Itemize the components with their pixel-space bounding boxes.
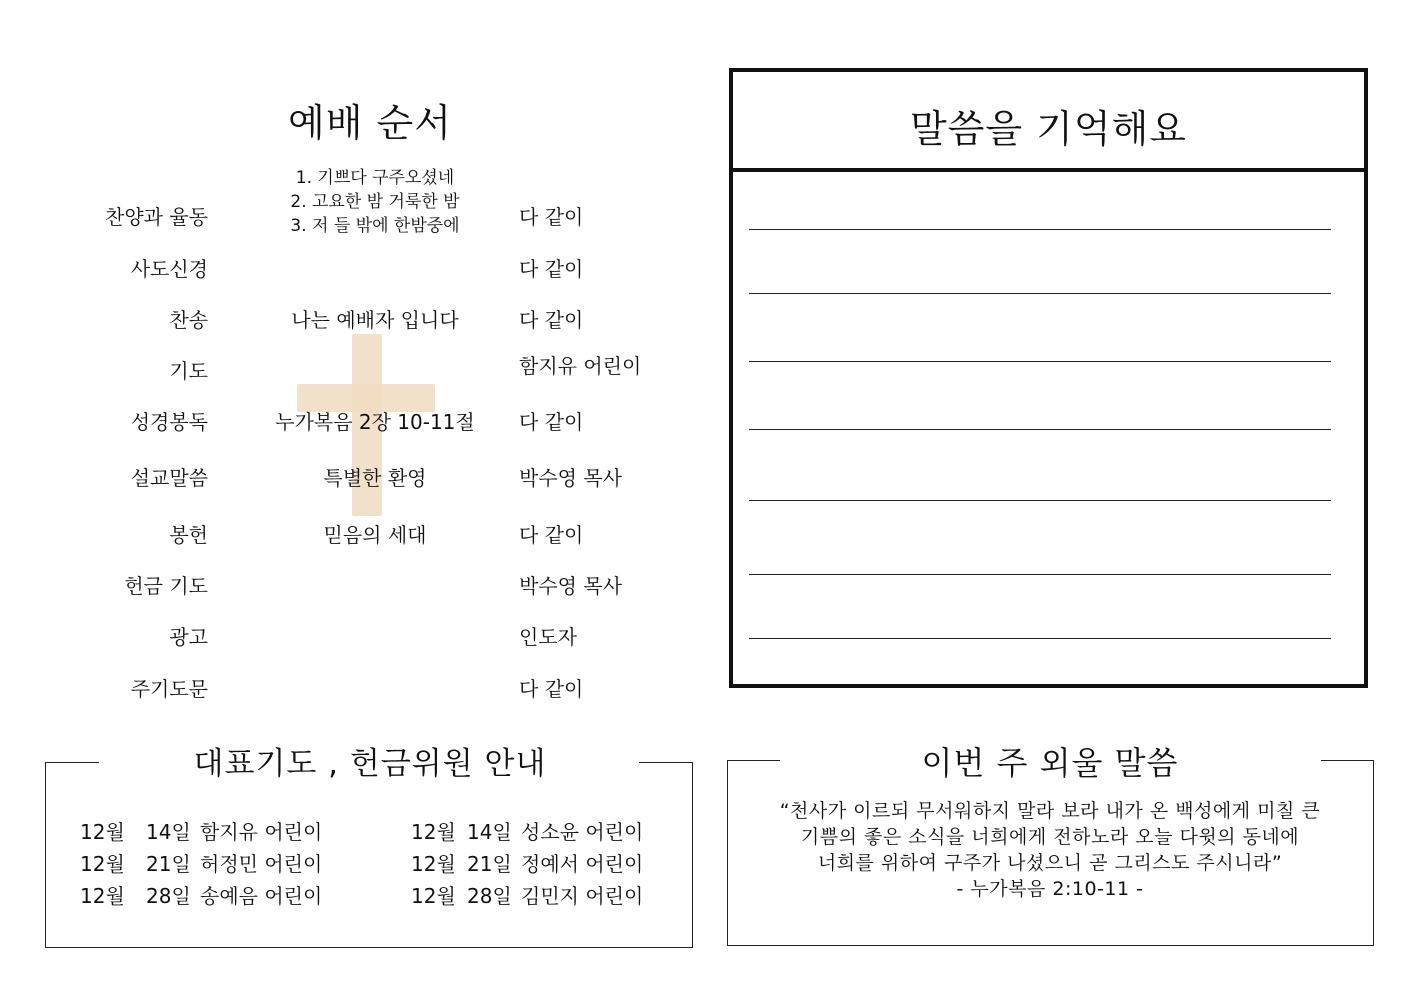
prayer-name: 성소윤 어린이: [521, 820, 644, 844]
worship-item-label: 광고: [169, 625, 208, 649]
prayer-month: 12월: [411, 820, 456, 844]
prayer-month: 12월: [411, 884, 456, 908]
prayer-day: 14일: [467, 820, 512, 844]
prayer-name: 김민지 어린이: [521, 884, 644, 908]
verse-title: 이번 주 외울 말씀: [921, 744, 1179, 782]
worship-item-label: 찬양과 율동: [105, 205, 208, 229]
worship-item-leader: 인도자: [519, 625, 577, 649]
verse-line: “천사가 이르되 무서워하지 말라 보라 내가 온 백성에게 미칠 큰: [779, 800, 1321, 822]
worship-item-label: 봉헌: [169, 523, 208, 547]
worship-item-leader: 다 같이: [519, 205, 584, 229]
memo-writing-line: [749, 574, 1331, 575]
hymn-item: 1. 기쁘다 구주오셨네: [295, 168, 455, 188]
hymn-item: 3. 저 들 밖에 한밤중에: [290, 216, 460, 236]
hymn-list: [230, 166, 520, 238]
worship-item-leader: 다 같이: [519, 523, 584, 547]
memo-writing-line: [749, 638, 1331, 639]
memo-writing-line: [749, 500, 1331, 501]
worship-item-label: 설교말씀: [130, 466, 208, 490]
memo-writing-line: [749, 229, 1331, 230]
prayer-day: 14일: [146, 820, 191, 844]
worship-item-detail: 누가복음 2장 10-11절: [275, 410, 475, 434]
prayer-day: 28일: [467, 884, 512, 908]
memo-box: [729, 68, 1368, 688]
worship-item-label: 사도신경: [130, 257, 208, 281]
worship-item-detail: 믿음의 세대: [323, 523, 427, 547]
memo-writing-line: [749, 293, 1331, 294]
prayer-name: 송예음 어린이: [200, 884, 323, 908]
worship-item-label: 찬송: [169, 308, 208, 332]
verse-text: [740, 798, 1360, 902]
memo-divider: [733, 168, 1364, 172]
memo-title: 말씀을 기억해요: [909, 107, 1188, 151]
verse-line: 너희를 위하여 구주가 나셨으니 곧 그리스도 주시니라”: [817, 852, 1283, 874]
worship-item-leader: 다 같이: [519, 410, 584, 434]
prayer-name: 함지유 어린이: [200, 820, 323, 844]
worship-item-leader: 박수영 목사: [519, 574, 622, 598]
worship-item-label: 기도: [169, 359, 208, 383]
worship-item-detail: 나는 예배자 입니다: [291, 308, 459, 332]
prayer-month: 12월: [411, 852, 456, 876]
worship-item-leader: 다 같이: [519, 257, 584, 281]
worship-item-leader: 함지유 어린이: [519, 354, 642, 378]
hymn-item: 2. 고요한 밤 거룩한 밤: [290, 192, 460, 212]
memo-writing-line: [749, 361, 1331, 362]
worship-item-leader: 박수영 목사: [519, 466, 622, 490]
prayer-day: 21일: [146, 852, 191, 876]
worship-item-label: 성경봉독: [130, 410, 208, 434]
prayer-month: 12월: [80, 820, 125, 844]
prayer-month: 12월: [80, 852, 125, 876]
prayer-day: 21일: [467, 852, 512, 876]
worship-item-label: 주기도문: [130, 677, 208, 701]
prayer-title: 대표기도 , 헌금위원 안내: [193, 746, 547, 782]
worship-title: 예배 순서: [288, 101, 452, 145]
prayer-name: 정예서 어린이: [521, 852, 644, 876]
verse-reference: - 누가복음 2:10-11 -: [956, 878, 1144, 900]
memo-writing-line: [749, 429, 1331, 430]
worship-item-detail: 특별한 환영: [323, 466, 427, 490]
prayer-name: 허정민 어린이: [200, 852, 323, 876]
worship-item-label: 헌금 기도: [124, 574, 208, 598]
verse-line: 기쁨의 좋은 소식을 너희에게 전하노라 오늘 다윗의 동네에: [800, 826, 1300, 848]
prayer-day: 28일: [146, 884, 191, 908]
worship-item-leader: 다 같이: [519, 308, 584, 332]
worship-item-leader: 다 같이: [519, 677, 584, 701]
prayer-month: 12월: [80, 884, 125, 908]
